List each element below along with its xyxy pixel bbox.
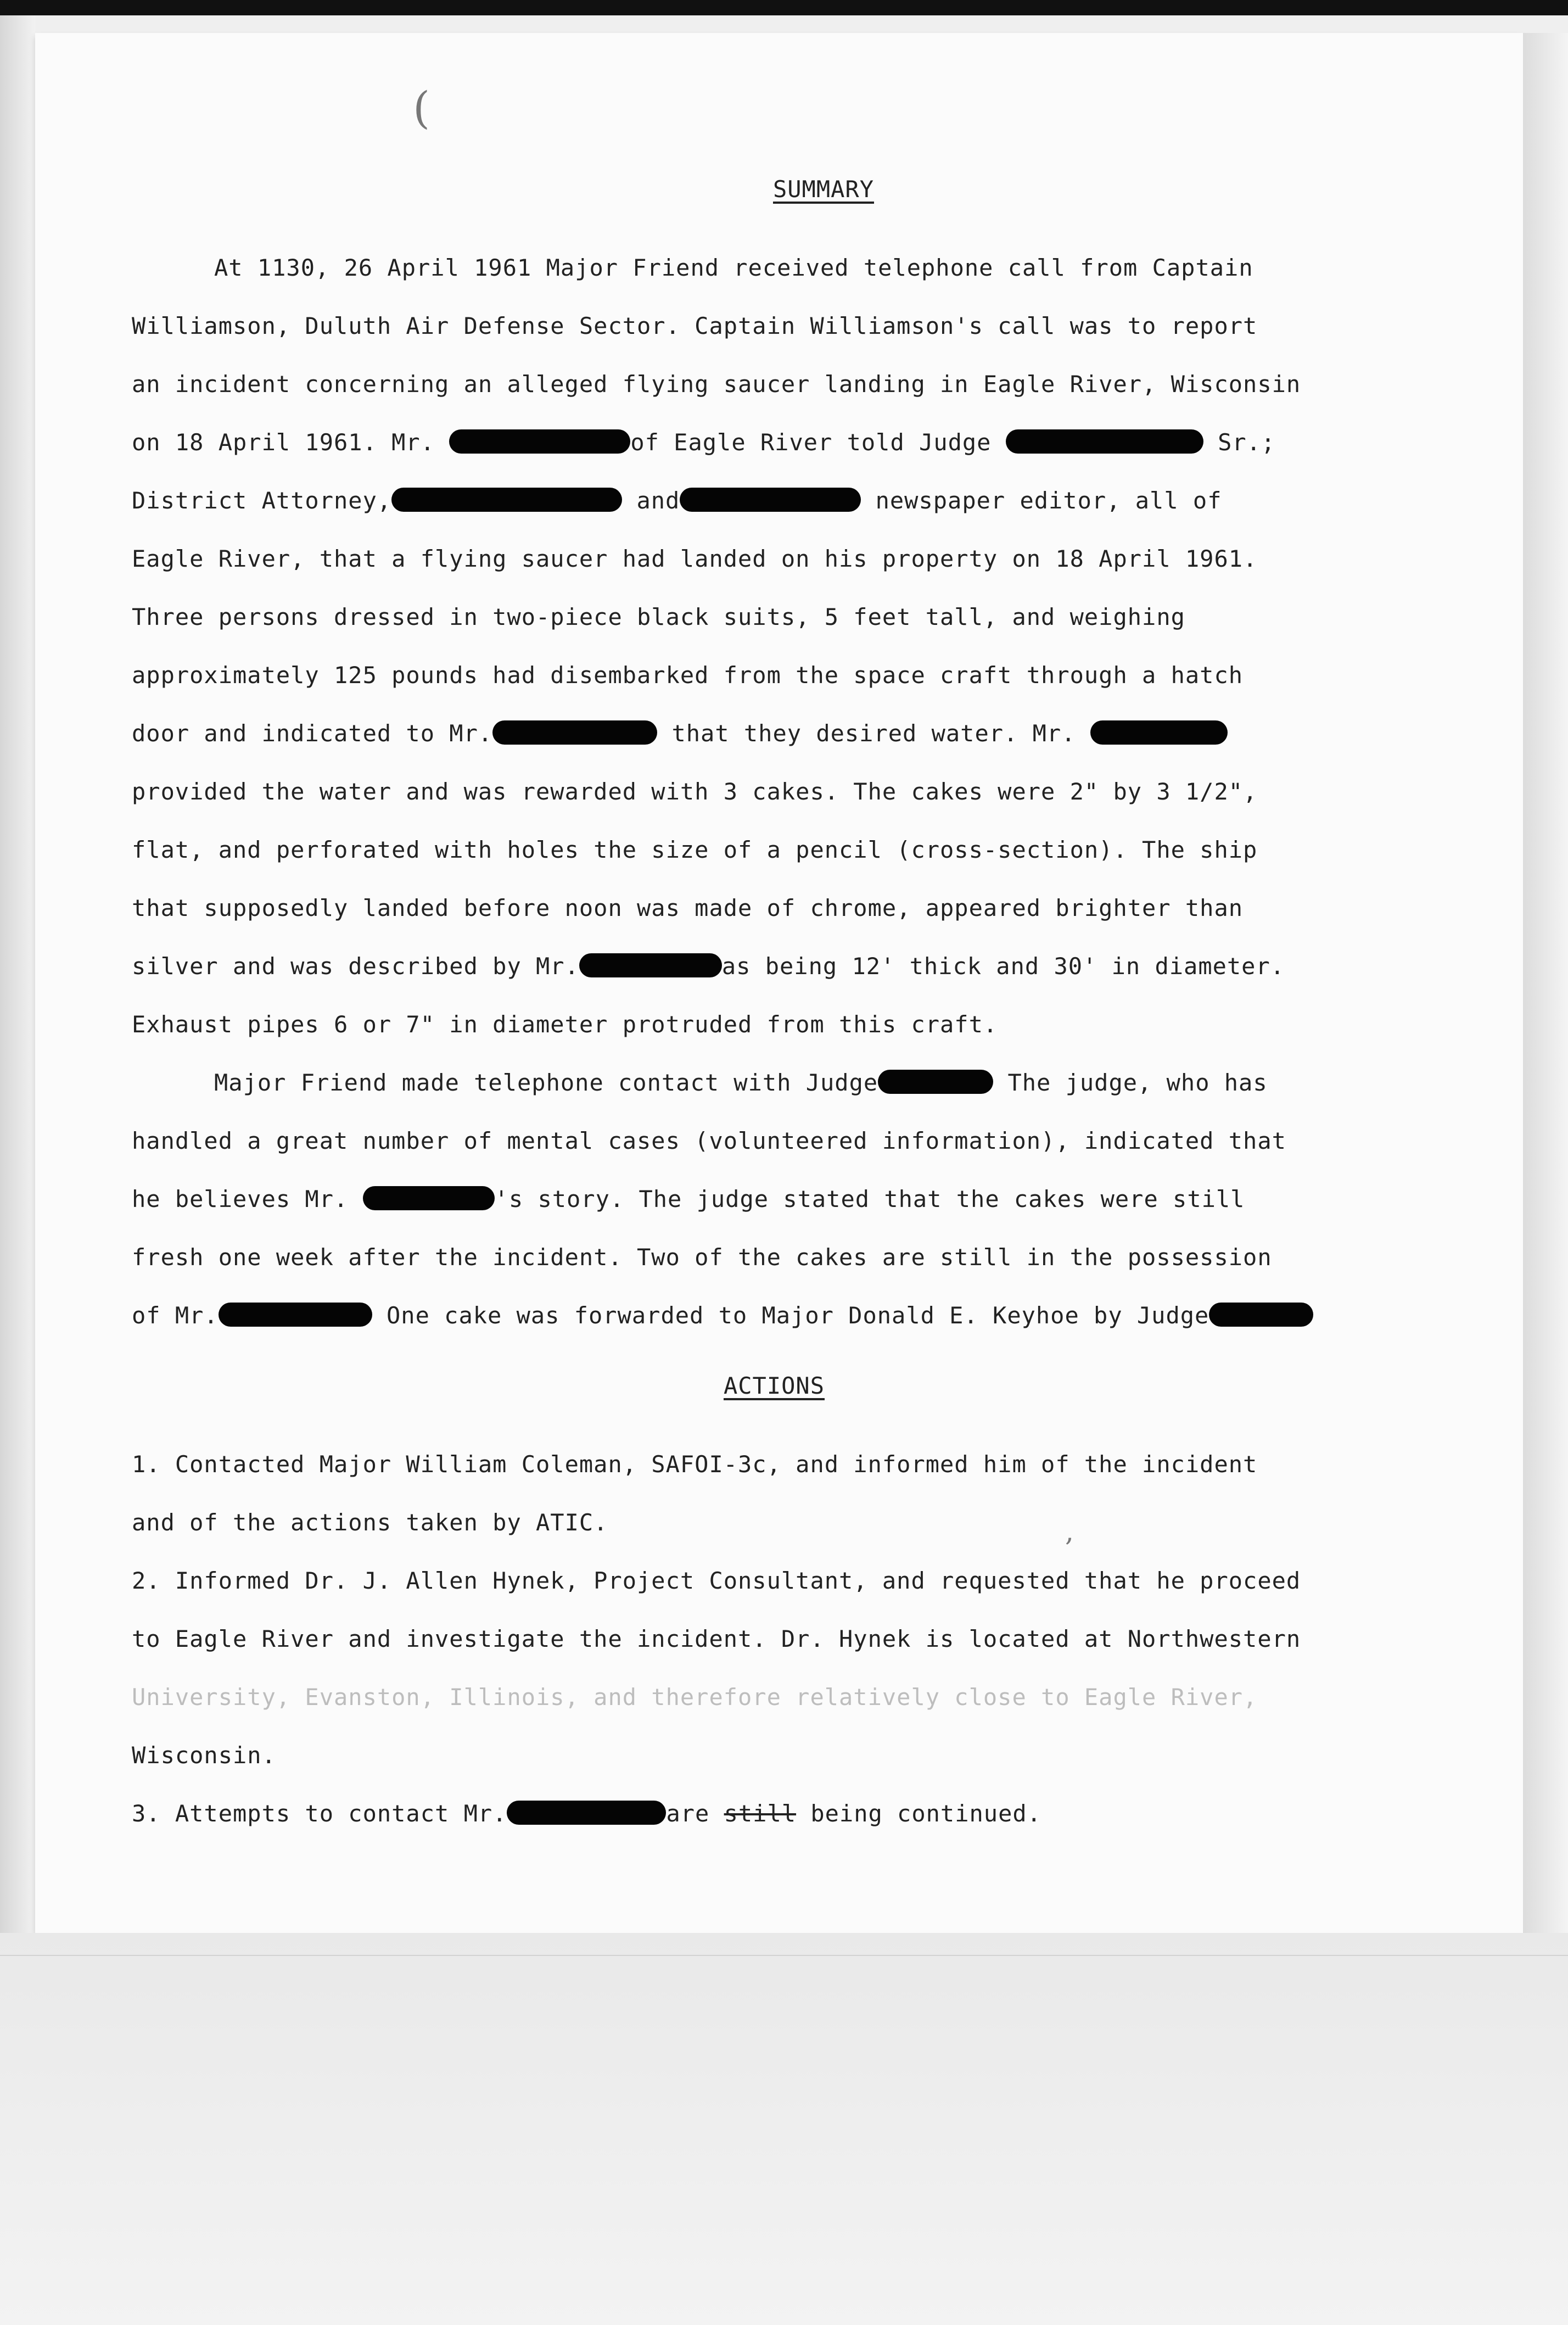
text-line: Williamson, Duluth Air Defense Sector. Captain Williamson's call was to report [132,312,1258,339]
redaction-bar [219,1303,372,1327]
text-line: and of the actions taken by ATIC. [132,1509,608,1536]
scan-right-shadow [1523,33,1568,1938]
text-line: that they desired water. Mr. [671,720,1076,747]
scan-below-page [0,1933,1568,2325]
redaction-bar [1209,1303,1313,1327]
scan-divider [0,1955,1568,1956]
struck-word: still [724,1800,797,1827]
text-line: an incident concerning an alleged flying saucer landing in Eagle River, Wisconsin [132,371,1301,398]
action-item-3 [132,1785,1373,1843]
text-line: newspaper editor, all of [875,487,1222,514]
actions-heading: ACTIONS [723,1372,825,1399]
summary-heading: SUMMARY [772,176,874,203]
text-line: door and indicated to Mr. [132,720,493,747]
text-line: District Attorney, [132,487,392,514]
text-line: to Eagle River and investigate the incident. Dr. Hynek is located at Northwestern [132,1625,1301,1652]
text-line: At 1130, 26 April 1961 Major Friend received telephone call from Captain [214,254,1253,281]
redaction-bar [1006,429,1203,454]
text-line: 3. Attempts to contact Mr. [132,1800,507,1827]
text-line: Three persons dressed in two-piece black suits, 5 feet tall, and weighing [132,603,1185,630]
stray-pen-mark: , [1065,1516,1074,1547]
redaction-bar [391,488,622,512]
text-line: on 18 April 1961. Mr. [132,429,435,456]
text-line: that supposedly landed before noon was made of chrome, appeared brighter than [132,895,1244,921]
redaction-bar [507,1801,666,1825]
text-line: of Mr. [132,1302,219,1329]
text-line: Eagle River, that a flying saucer had landed on his property on 18 April 1961. [132,545,1258,572]
text-line: are [666,1800,710,1827]
text-line: 1. Contacted Major William Coleman, SAFOI-3c, and informed him of the incident [132,1451,1258,1478]
summary-paragraph-2 [132,1054,1373,1345]
text-line: flat, and perforated with holes the size of a pencil (cross-section). The ship [132,836,1258,863]
redaction-bar [680,488,861,512]
action-item-1 [132,1435,1373,1552]
redaction-bar [492,720,657,745]
redaction-bar [449,429,630,454]
text-line: Exhaust pipes 6 or 7" in diameter protruded from this craft. [132,1011,998,1038]
document-body [132,176,1373,1843]
text-line: 's story. The judge stated that the cakes were still [494,1186,1245,1212]
text-line: fresh one week after the incident. Two of the cakes are still in the possession [132,1244,1272,1271]
stray-pen-mark: ( [413,82,430,133]
text-line: he believes Mr. [132,1186,349,1212]
redaction-bar [579,953,722,977]
text-line: and [636,487,680,514]
text-line: 2. Informed Dr. J. Allen Hynek, Project Consultant, and requested that he proceed [132,1567,1301,1594]
text-line: as being 12' thick and 30' in diameter. [721,953,1285,980]
text-line: of Eagle River told Judge [630,429,992,456]
text-line: Wisconsin. [132,1742,276,1769]
action-item-2 [132,1552,1373,1785]
text-line: The judge, who has [1007,1069,1268,1096]
redaction-bar [363,1186,495,1210]
text-line: silver and was described by Mr. [132,953,579,980]
summary-paragraph-1 [132,239,1373,1054]
text-line: Sr.; [1218,429,1276,456]
text-line: being continued. [810,1800,1041,1827]
redaction-bar [878,1070,993,1094]
text-line: handled a great number of mental cases (volunteered information), indicated that [132,1127,1286,1154]
scan-top-border [0,0,1568,15]
text-line: provided the water and was rewarded with 3 cakes. The cakes were 2" by 3 1/2", [132,778,1258,805]
scan-left-shadow [0,15,35,1937]
text-line: Major Friend made telephone contact with Judge [214,1069,878,1096]
text-line: approximately 125 pounds had disembarked from the space craft through a hatch [132,662,1244,689]
redaction-bar [1090,720,1228,745]
text-line: One cake was forwarded to Major Donald E. Keyhoe by Judge [387,1302,1209,1329]
text-line-faded: University, Evanston, Illinois, and therefore relatively close to Eagle River, [132,1684,1258,1711]
